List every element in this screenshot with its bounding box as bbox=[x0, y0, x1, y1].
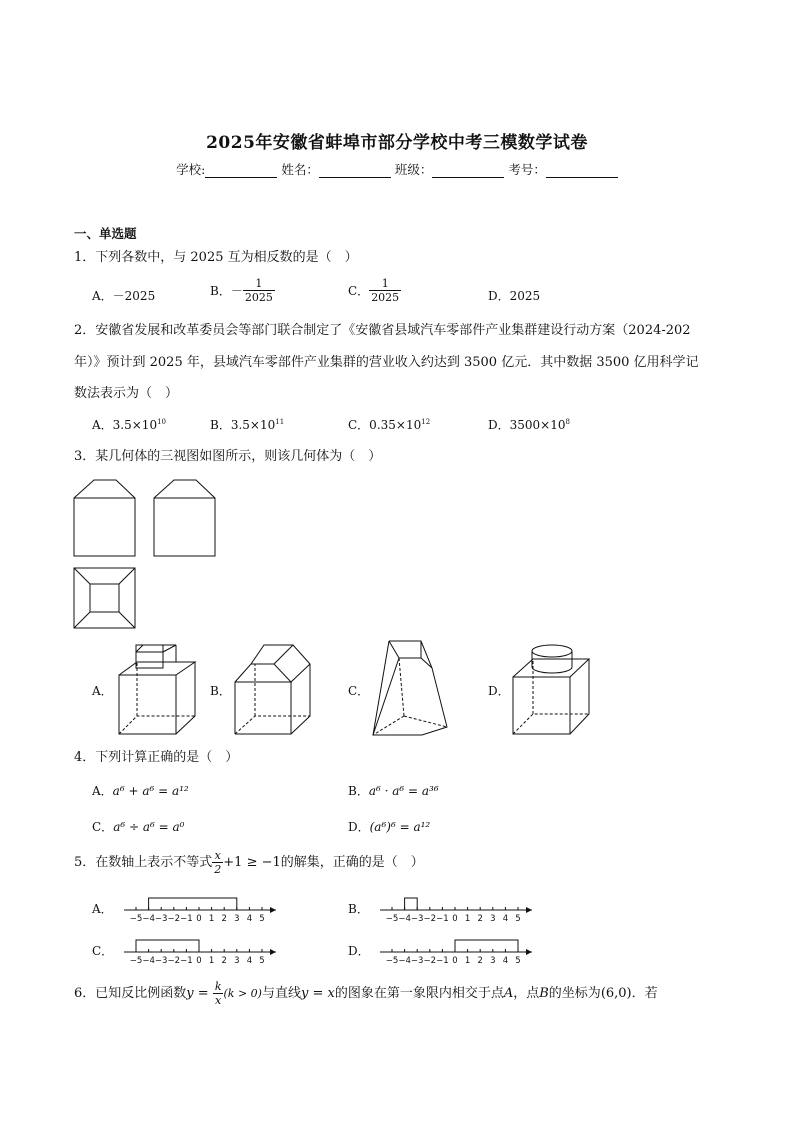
side-view bbox=[154, 480, 215, 556]
q6-pre: 6．已知反比例函数 bbox=[74, 986, 187, 1001]
q6-stem bbox=[74, 980, 658, 1007]
tick-label: 4 bbox=[246, 914, 253, 924]
q5-option-b[interactable]: B． bbox=[348, 902, 369, 916]
tick-label: −5 bbox=[385, 914, 399, 924]
tick-label: −2 bbox=[423, 956, 437, 966]
q6-point-b: B bbox=[539, 986, 549, 1001]
tick-label: −4 bbox=[142, 914, 155, 924]
q2-a-exp: 10 bbox=[157, 418, 166, 426]
q5-stem bbox=[74, 849, 424, 876]
number-line-c bbox=[122, 930, 282, 964]
axis-arrow bbox=[270, 907, 276, 913]
q2-option-b[interactable] bbox=[210, 416, 284, 433]
tick-label: 1 bbox=[208, 956, 215, 966]
q1-c-prefix: C． bbox=[348, 284, 370, 298]
q4-a-expr: a⁶ + a⁶ = a¹² bbox=[112, 784, 189, 798]
tick-label: −3 bbox=[410, 956, 424, 966]
q2-line-1: 2．安徽省发展和改革委员会等部门联合制定了《安徽省县域汽车零部件产业集群建设行动方案（2024-202 bbox=[74, 323, 691, 338]
tick-label: −4 bbox=[398, 914, 411, 924]
q2-d-text: D．3500×10 bbox=[488, 418, 566, 432]
student-info bbox=[0, 160, 794, 178]
tick-label: −5 bbox=[129, 956, 143, 966]
q5-frac-num: x bbox=[212, 849, 223, 863]
q6-x: x bbox=[215, 994, 222, 1007]
tick-label: −1 bbox=[180, 914, 193, 924]
school-field[interactable] bbox=[205, 163, 277, 178]
q2-a-text: A．3.5×10 bbox=[92, 418, 158, 432]
tick-label: −3 bbox=[154, 914, 168, 924]
tick-label: −1 bbox=[436, 914, 449, 924]
tick-label: 0 bbox=[196, 956, 202, 966]
tick-label: −2 bbox=[423, 914, 437, 924]
q4-stem: 4．下列计算正确的是（ ） bbox=[74, 750, 239, 765]
q6-cond: (k > 0) bbox=[223, 987, 262, 1000]
q4-c-label: C． bbox=[92, 820, 114, 834]
q6-line: y = x bbox=[300, 986, 335, 1001]
q2-d-exp: 8 bbox=[565, 418, 570, 426]
q2-option-a[interactable] bbox=[92, 416, 166, 433]
tick-label: −2 bbox=[167, 914, 181, 924]
axis-arrow bbox=[526, 907, 532, 913]
q3-stem: 3．某几何体的三视图如图所示，则该几何体为（ ） bbox=[74, 449, 382, 464]
class-field[interactable] bbox=[432, 163, 504, 178]
tick-label: 2 bbox=[221, 956, 227, 966]
tick-label: 3 bbox=[234, 956, 240, 966]
q6-eq: = bbox=[193, 986, 213, 1001]
three-view-diagram bbox=[72, 478, 222, 630]
q4-option-d[interactable] bbox=[348, 818, 430, 835]
name-field[interactable] bbox=[319, 163, 391, 178]
q2-c-exp: 12 bbox=[421, 418, 431, 426]
q2-option-d[interactable] bbox=[488, 416, 570, 433]
q2-option-c[interactable] bbox=[348, 416, 430, 433]
tick-label: −3 bbox=[154, 956, 168, 966]
q2-line-2: 年）》预计到 2025 年，县域汽车零部件产业集群的营业收入约达到 3500 亿元．其中数据 3500 亿用科学记 bbox=[74, 355, 699, 370]
q5-frac-den: 2 bbox=[214, 863, 222, 876]
tick-label: 2 bbox=[221, 914, 227, 924]
tick-label: 2 bbox=[477, 914, 483, 924]
number-line-a bbox=[122, 888, 282, 922]
q6-y: y bbox=[186, 986, 194, 1001]
q2-b-exp: 11 bbox=[275, 418, 285, 426]
tick-label: −1 bbox=[436, 956, 449, 966]
number-line-b bbox=[378, 888, 538, 922]
solid-c bbox=[372, 640, 454, 736]
solution-bracket bbox=[136, 940, 199, 952]
q1-stem: 1．下列各数中，与 2025 互为相反数的是（ ） bbox=[74, 250, 358, 265]
tick-label: −5 bbox=[129, 914, 143, 924]
q1-b-prefix: B．－ bbox=[210, 284, 243, 298]
tick-label: 5 bbox=[259, 914, 265, 924]
school-label: 学校: bbox=[176, 162, 206, 177]
solid-b bbox=[234, 644, 316, 736]
q1-c-den: 2025 bbox=[371, 291, 400, 304]
solid-d bbox=[512, 642, 594, 736]
q5-option-c[interactable]: C． bbox=[92, 944, 114, 958]
tick-label: 3 bbox=[490, 956, 496, 966]
exam-no-label: 考号： bbox=[508, 162, 546, 177]
q6-mid: 与直线 bbox=[261, 986, 301, 1001]
tick-label: 1 bbox=[464, 914, 471, 924]
exam-no-field[interactable] bbox=[546, 163, 618, 178]
q1-b-den: 2025 bbox=[244, 291, 273, 304]
name-label: 姓名： bbox=[281, 162, 319, 177]
front-view bbox=[74, 480, 135, 556]
tick-label: 3 bbox=[234, 914, 240, 924]
tick-label: 5 bbox=[259, 956, 265, 966]
q4-d-label: D． bbox=[348, 820, 370, 834]
q2-line-3: 数法表示为（ ） bbox=[74, 386, 179, 401]
q6-mid2: ，点 bbox=[513, 986, 540, 1001]
q5-option-d[interactable]: D． bbox=[348, 944, 370, 958]
q4-c-expr: a⁶ ÷ a⁶ = a⁰ bbox=[113, 820, 185, 834]
q4-option-b[interactable] bbox=[348, 782, 439, 799]
solid-a bbox=[118, 644, 200, 736]
q3-option-b[interactable]: B． bbox=[210, 684, 231, 698]
tick-label: −5 bbox=[385, 956, 399, 966]
q6-end: ．若 bbox=[631, 986, 658, 1001]
tick-label: 1 bbox=[208, 914, 215, 924]
q1-c-num: 1 bbox=[369, 277, 401, 291]
page-title: 2025年安徽省蚌埠市部分学校中考三模数学试卷 bbox=[206, 133, 588, 153]
q1-option-a[interactable]: A．－2025 bbox=[92, 289, 156, 303]
q2-c-text: C．0.35×10 bbox=[348, 418, 422, 432]
q5-stem-post: +1 ≥ −1的解集，正确的是（ ） bbox=[223, 855, 424, 870]
q4-option-c[interactable] bbox=[92, 818, 184, 835]
solution-bracket bbox=[405, 898, 418, 910]
tick-label: 0 bbox=[452, 956, 458, 966]
q1-b-num: 1 bbox=[243, 277, 275, 291]
q6-coord: (6,0) bbox=[600, 986, 632, 1001]
tick-label: −1 bbox=[180, 956, 193, 966]
tick-label: −3 bbox=[410, 914, 424, 924]
tick-label: 5 bbox=[515, 956, 521, 966]
solution-bracket bbox=[455, 940, 518, 952]
tick-label: 3 bbox=[490, 914, 496, 924]
q3-option-d[interactable]: D． bbox=[488, 684, 510, 698]
q6-point-a: A bbox=[503, 986, 514, 1001]
tick-label: −4 bbox=[398, 956, 411, 966]
q4-d-expr: (a⁶)⁶ = a¹² bbox=[369, 820, 431, 834]
tick-label: 2 bbox=[477, 956, 483, 966]
q4-option-a[interactable] bbox=[92, 782, 189, 799]
number-line-d bbox=[378, 930, 538, 964]
q6-k: k bbox=[214, 980, 222, 993]
tick-label: 5 bbox=[515, 914, 521, 924]
tick-label: 4 bbox=[246, 956, 253, 966]
q6-post2: 的坐标为 bbox=[548, 986, 601, 1001]
axis-arrow bbox=[270, 949, 276, 955]
q3-option-a[interactable]: A． bbox=[92, 684, 113, 698]
q5-stem-pre: 5．在数轴上表示不等式 bbox=[74, 855, 213, 870]
q3-option-c[interactable]: C． bbox=[348, 684, 370, 698]
tick-label: −4 bbox=[142, 956, 155, 966]
tick-label: 0 bbox=[196, 914, 202, 924]
q4-b-label: B． bbox=[348, 784, 369, 798]
tick-label: −2 bbox=[167, 956, 181, 966]
q5-option-a[interactable]: A． bbox=[92, 902, 113, 916]
q6-post: 的图象在第一象限内相交于点 bbox=[334, 986, 504, 1001]
q4-a-label: A． bbox=[92, 784, 113, 798]
q2-b-text: B．3.5×10 bbox=[210, 418, 276, 432]
tick-label: 4 bbox=[502, 914, 509, 924]
tick-label: 1 bbox=[464, 956, 471, 966]
q4-b-expr: a⁶ · a⁶ = a³⁶ bbox=[368, 784, 439, 798]
q1-option-c[interactable] bbox=[348, 277, 401, 304]
q1-option-b[interactable] bbox=[210, 277, 275, 304]
solution-bracket bbox=[149, 898, 237, 910]
section-heading: 一、单选题 bbox=[74, 226, 137, 241]
q1-option-d[interactable]: D．2025 bbox=[488, 289, 541, 303]
tick-label: 0 bbox=[452, 914, 458, 924]
axis-arrow bbox=[526, 949, 532, 955]
tick-label: 4 bbox=[502, 956, 509, 966]
class-label: 班级： bbox=[394, 162, 433, 177]
